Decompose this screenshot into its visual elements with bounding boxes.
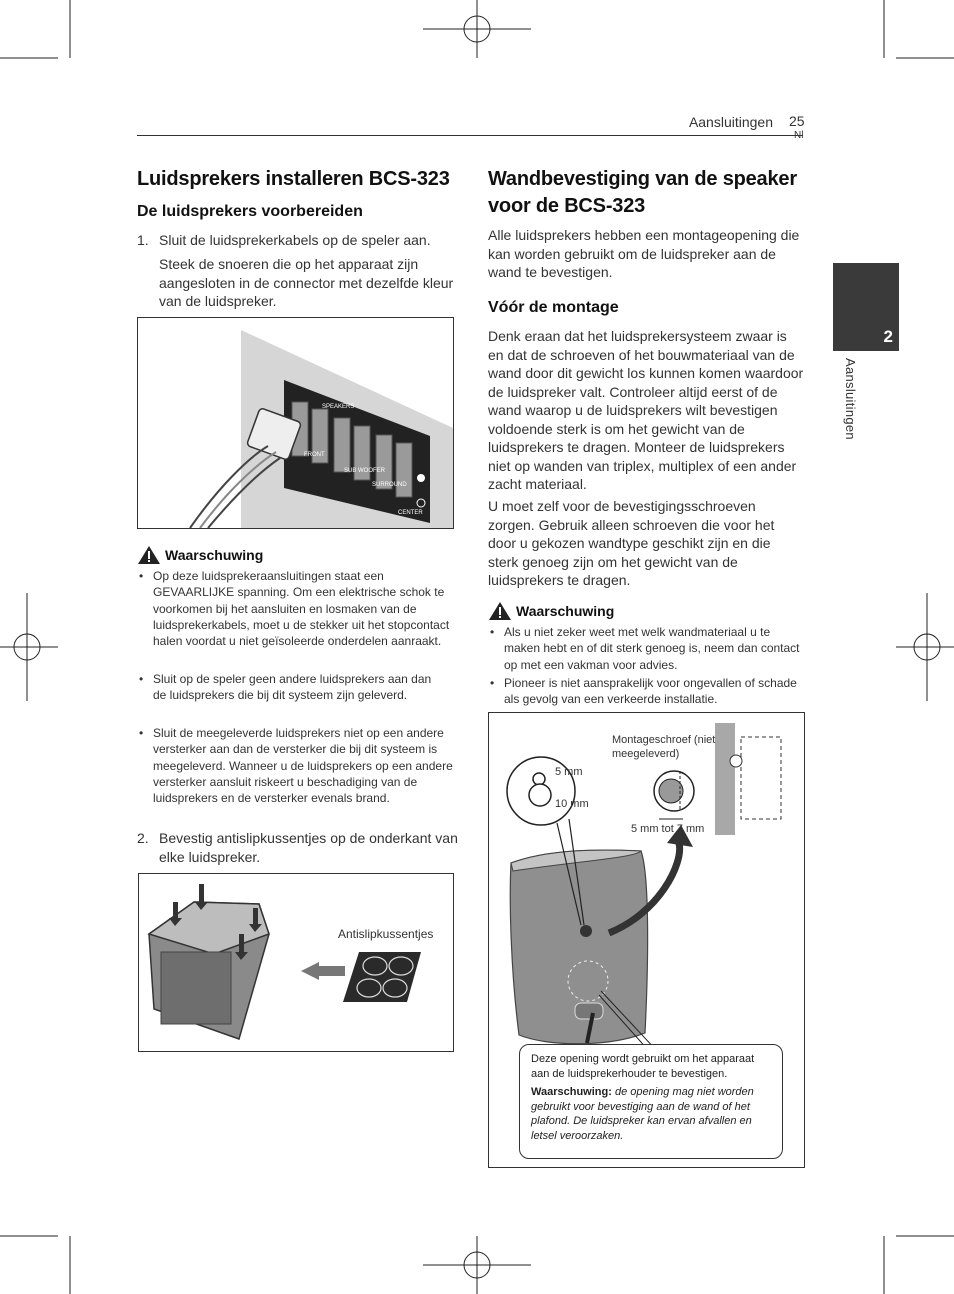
subsection-title-prepare: De luidsprekers voorbereiden xyxy=(137,203,363,220)
warning-heading-right xyxy=(488,601,614,621)
mounting-hole-callout xyxy=(519,1044,783,1159)
figure-antislip-pads xyxy=(138,873,454,1052)
figure-wall-mount xyxy=(488,712,805,1168)
antislip-pads-label: Antislipkussentjes xyxy=(338,927,434,941)
bullet: • xyxy=(139,569,144,583)
warning-triangle-icon xyxy=(488,601,512,621)
bullet: • xyxy=(490,625,495,639)
terminal-center-label: CENTER xyxy=(398,510,423,516)
page-number: 25 xyxy=(789,113,805,129)
dimension-10mm: 10 mm xyxy=(555,798,589,810)
callout-warning-text: de opening mag niet worden gebruikt voor bevestiging aan de wand of het plafond. De luidspreker kan ervan afvallen en letsel veroorzaken. xyxy=(531,1086,754,1142)
dimension-5-to-7mm: 5 mm tot 7 mm xyxy=(631,823,705,835)
mounting-screw-label: Montageschroef (niet meegeleverd) xyxy=(612,734,716,760)
warning-left-2: Sluit op de speler geen andere luidsprekers aan dan de luidsprekers die bij dit systeem zijn geleverd. xyxy=(153,672,432,703)
step-1-detail: Steek de snoeren die op het apparaat zijn aangesloten in de connector met dezelfde kleur van de luidspreker. xyxy=(159,256,454,309)
speaker-bottom-illustration xyxy=(139,874,453,1051)
subsection-title-before-mounting: Vóór de montage xyxy=(488,299,619,316)
warning-left-1: Op deze luidsprekeraansluitingen staat een GEVAARLIJKE spanning. Om een elektrische schok te voorkomen bij het aansluiten en losmaken van de luidsprekerkabels, moet u de stekker uit het stopcontact halen voordat u niet geïsoleerde onderdelen aanraakt. xyxy=(153,569,450,649)
callout-warning-label: Waarschuwing: xyxy=(531,1086,612,1098)
warning-right-1: Als u niet zeker weet met welk wandmateriaal u te maken hebt en of dit sterk genoeg is, neem dan contact op met een vakman voor advies. xyxy=(504,625,800,672)
section-title-right: Wandbevestiging van de speaker voor de BCS-323 xyxy=(488,168,797,217)
warning-title-right: Waarschuwing xyxy=(516,603,615,619)
chapter-side-label: Aansluitingen xyxy=(843,358,858,440)
chapter-tab xyxy=(833,263,899,351)
step-1-text: Sluit de luidsprekerkabels op de speler aan. xyxy=(159,232,431,248)
terminal-illustration xyxy=(138,318,453,528)
before-mounting-paragraph-1: Denk eraan dat het luidsprekersysteem zwaar is en dat de schroeven of het bouwmateriaal van de wand door dit gewicht los kunnen komen waardoor de luidspreker valt. Controleer altijd eerst of de wand waarop u de luidsprekers wilt bevestigen voldoende sterk is om het gewicht van de luidsprekers te dragen. Monteer de luidsprekers niet op wanden van triplex, multiplex of een ander zacht materiaal. xyxy=(488,328,804,492)
section-title-left: Luidsprekers installeren BCS-323 xyxy=(137,168,450,190)
warning-heading-left xyxy=(137,545,263,565)
terminal-speakers-label: SPEAKERS xyxy=(322,404,355,410)
step-number-2: 2. xyxy=(137,830,149,846)
running-header-section: Aansluitingen xyxy=(688,114,773,130)
terminal-surround-label: SURROUND xyxy=(372,482,407,488)
chapter-number: 2 xyxy=(883,327,893,346)
figure-speaker-terminals xyxy=(137,317,454,529)
step-2-text: Bevestig antislipkussentjes op de onderkant van elke luidspreker. xyxy=(159,830,458,865)
bullet: • xyxy=(490,676,495,690)
warning-title-left: Waarschuwing xyxy=(165,547,264,563)
terminal-subwoofer-label: SUB WOOFER xyxy=(344,468,386,474)
dimension-5mm: 5 mm xyxy=(555,766,583,778)
warning-left-3: Sluit de meegeleverde luidsprekers niet op een andere versterker aan dan de versterker die bij dit systeem is meegeleverd. Wanneer u de luidsprekers op een andere versterker aansluit riskeert u beschadiging van de luidsprekers en de versterker evenals brand. xyxy=(153,726,453,806)
terminal-front-label: FRONT xyxy=(304,452,325,458)
bullet: • xyxy=(139,726,144,740)
warning-triangle-icon xyxy=(137,545,161,565)
before-mounting-paragraph-2: U moet zelf voor de bevestigingsschroeven zorgen. Gebruik alleen schroeven die voor het door u gekozen wandtype geschikt zijn en die sterk genoeg zijn om het gewicht van de luidsprekers te dragen. xyxy=(488,498,775,588)
bullet: • xyxy=(139,672,144,686)
wall-mount-intro: Alle luidsprekers hebben een montageopening die kan worden gebruikt om de luidspreker aan de wand te bevestigen. xyxy=(488,227,800,280)
warning-right-2: Pioneer is niet aansprakelijk voor ongevallen of schade als gevolg van een verkeerde installatie. xyxy=(504,676,797,707)
header-rule xyxy=(137,135,803,136)
callout-text: Deze opening wordt gebruikt om het apparaat aan de luidsprekerhouder te bevestigen. xyxy=(531,1053,755,1080)
step-number-1: 1. xyxy=(137,232,149,248)
